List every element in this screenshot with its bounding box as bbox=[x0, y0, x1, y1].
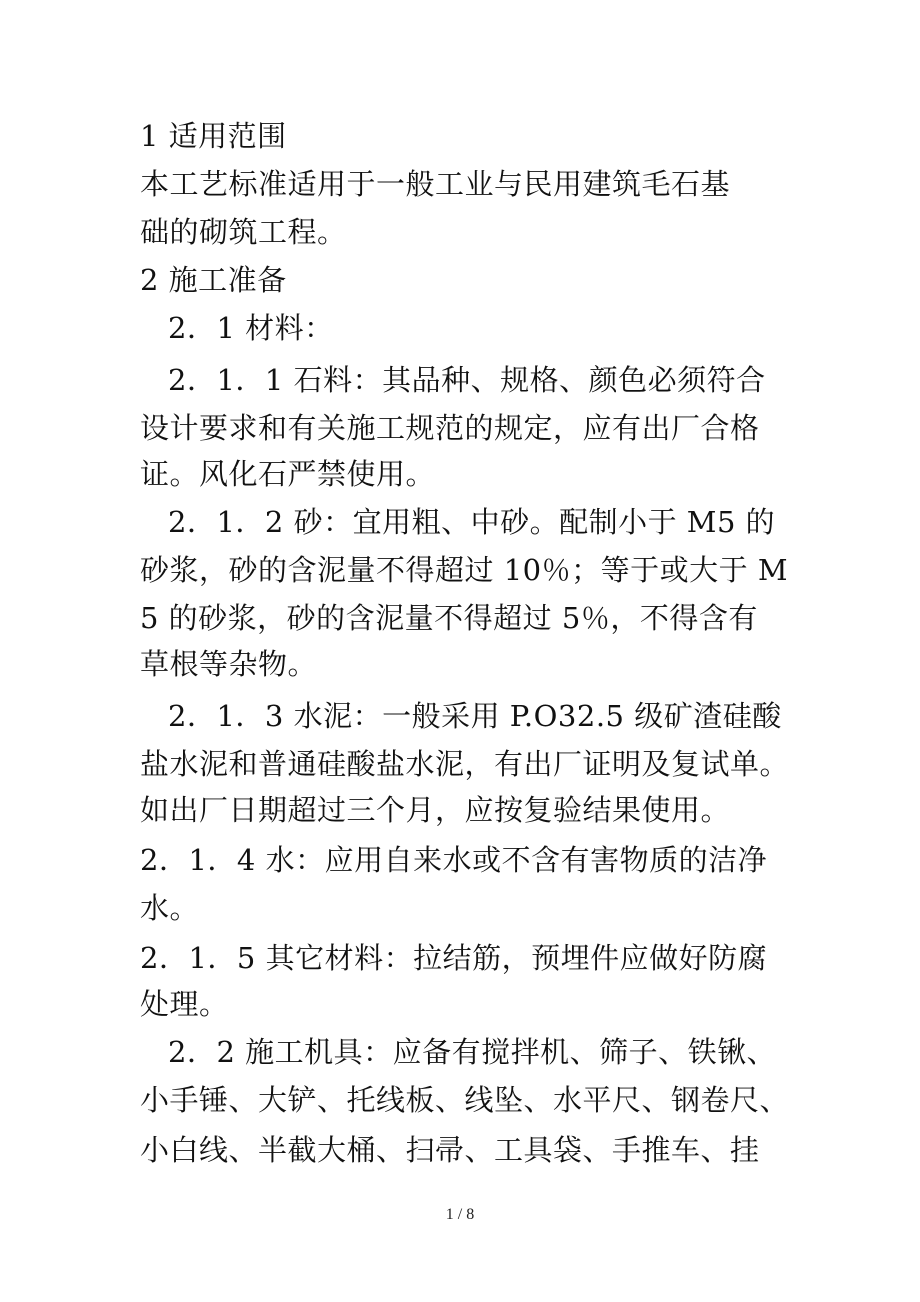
paragraph-line: 5 的砂浆，砂的含泥量不得超过 5％，不得含有 bbox=[140, 601, 758, 635]
heading-scope: 1 适用范围 bbox=[140, 119, 287, 153]
paragraph-line: 处理。 bbox=[140, 987, 229, 1021]
paragraph-line: 如出厂日期超过三个月，应按复验结果使用。 bbox=[140, 793, 731, 827]
paragraph-line: 小手锤、大铲、托线板、线坠、水平尺、钢卷尺、 bbox=[140, 1083, 790, 1117]
paragraph-line: 证。风化石严禁使用。 bbox=[140, 457, 436, 491]
paragraph-line: 小白线、半截大桶、扫帚、工具袋、手推车、挂 bbox=[140, 1133, 760, 1167]
heading-preparation: 2 施工准备 bbox=[140, 263, 287, 297]
paragraph-line: 础的砌筑工程。 bbox=[140, 215, 347, 249]
paragraph-line: 盐水泥和普通硅酸盐水泥，有出厂证明及复试单。 bbox=[140, 747, 790, 781]
paragraph-line: 2．1．4 水：应用自来水或不含有害物质的洁净 bbox=[140, 843, 768, 877]
paragraph-line: 2．1．3 水泥：一般采用 P.O32.5 级矿渣硅酸 bbox=[168, 699, 782, 733]
page-number: 1 / 8 bbox=[445, 1206, 475, 1223]
paragraph-line: 2．1．1 石料：其品种、规格、颜色必须符合 bbox=[168, 363, 766, 397]
paragraph-line: 设计要求和有关施工规范的规定，应有出厂合格 bbox=[140, 411, 760, 445]
paragraph-line: 砂浆，砂的含泥量不得超过 10％；等于或大于 M bbox=[140, 553, 789, 587]
paragraph-line: 2．2 施工机具：应备有搅拌机、筛子、铁锹、 bbox=[168, 1035, 777, 1069]
paragraph-line: 水。 bbox=[140, 891, 200, 925]
subheading-materials: 2．1 材料： bbox=[168, 311, 334, 345]
paragraph-line: 2．1．5 其它材料：拉结筋，预埋件应做好防腐 bbox=[140, 941, 768, 975]
paragraph-line: 2．1．2 砂：宜用粗、中砂。配制小于 M5 的 bbox=[168, 505, 776, 539]
paragraph-line: 本工艺标准适用于一般工业与民用建筑毛石基 bbox=[140, 167, 731, 201]
paragraph-line: 草根等杂物。 bbox=[140, 647, 318, 681]
